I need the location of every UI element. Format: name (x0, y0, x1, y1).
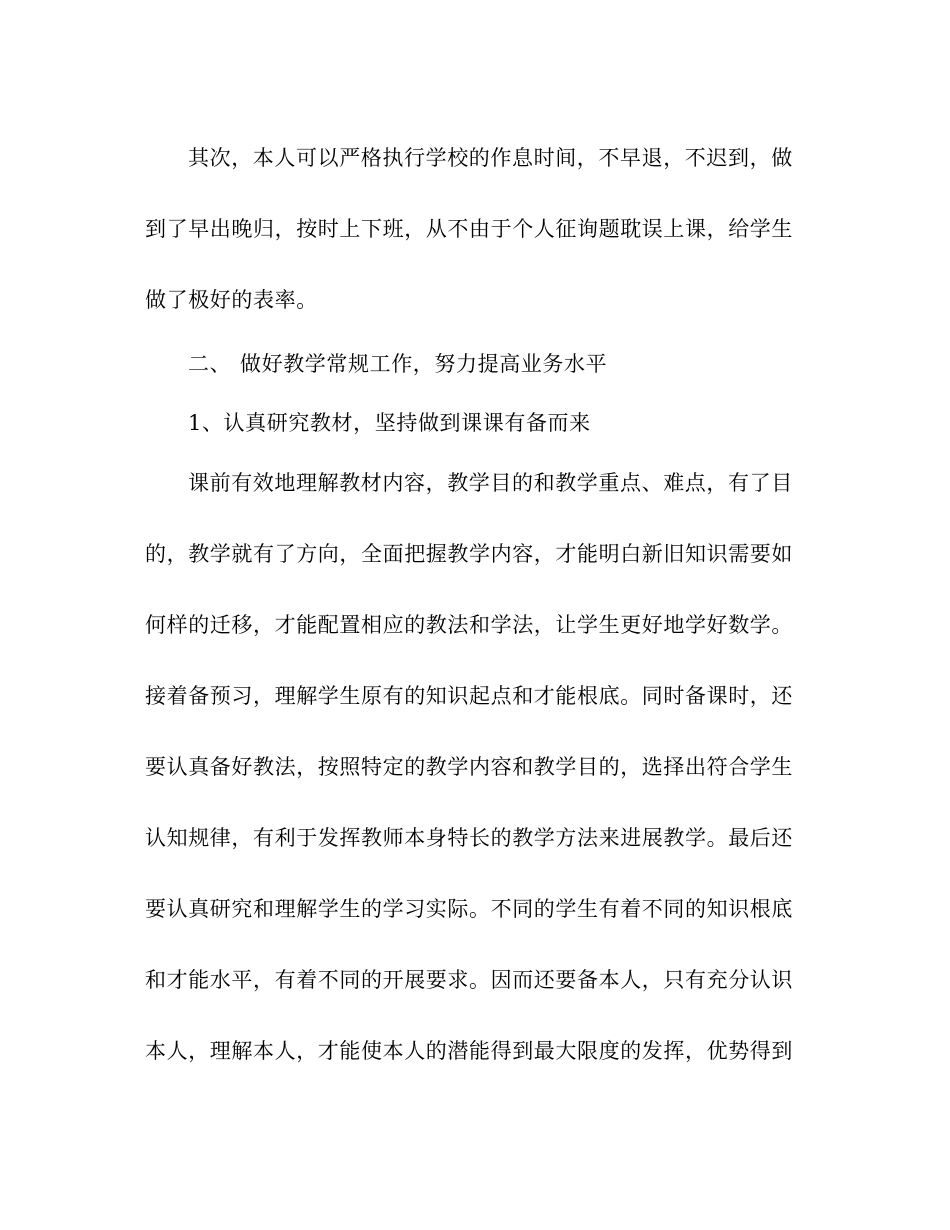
paragraph-line: 何样的迁移，才能配置相应的教法和学法，让学生更好地学好数学。 (145, 613, 793, 637)
section-heading (188, 349, 607, 379)
paragraph-line: 认知规律，有利于发挥教师本身特长的教学方法来进展教学。最后还 (145, 826, 793, 850)
paragraph-line: 接着备预习，理解学生原有的知识起点和才能根底。同时备课时，还 (145, 684, 793, 708)
paragraph-line: 和才能水平，有着不同的开展要求。因而还要备本人，只有充分认识 (145, 968, 793, 992)
section-title: 做好教学常规工作，努力提高业务水平 (240, 352, 608, 376)
paragraph-line: 的，教学就有了方向，全面把握教学内容，才能明白新旧知识需要如 (145, 542, 793, 566)
subsection-heading: 1、认真研究教材，坚持做到课课有备而来 (188, 411, 591, 435)
paragraph-line: 要认真备好教法，按照特定的教学内容和教学目的，选择出符合学生 (145, 755, 793, 779)
paragraph-line: 做了极好的表率。 (145, 288, 318, 312)
paragraph-line: 到了早出晚归，按时上下班，从不由于个人征询题耽误上课，给学生 (145, 217, 793, 241)
paragraph-line: 课前有效地理解教材内容，教学目的和教学重点、难点，有了目 (188, 471, 793, 495)
paragraph-line: 其次，本人可以严格执行学校的作息时间，不早退，不迟到，做 (188, 146, 793, 170)
paragraph-line: 本人，理解本人，才能使本人的潜能得到最大限度的发挥，优势得到 (145, 1039, 793, 1063)
section-number: 二、 (188, 352, 232, 376)
paragraph-line: 要认真研究和理解学生的学习实际。不同的学生有着不同的知识根底 (145, 897, 793, 921)
